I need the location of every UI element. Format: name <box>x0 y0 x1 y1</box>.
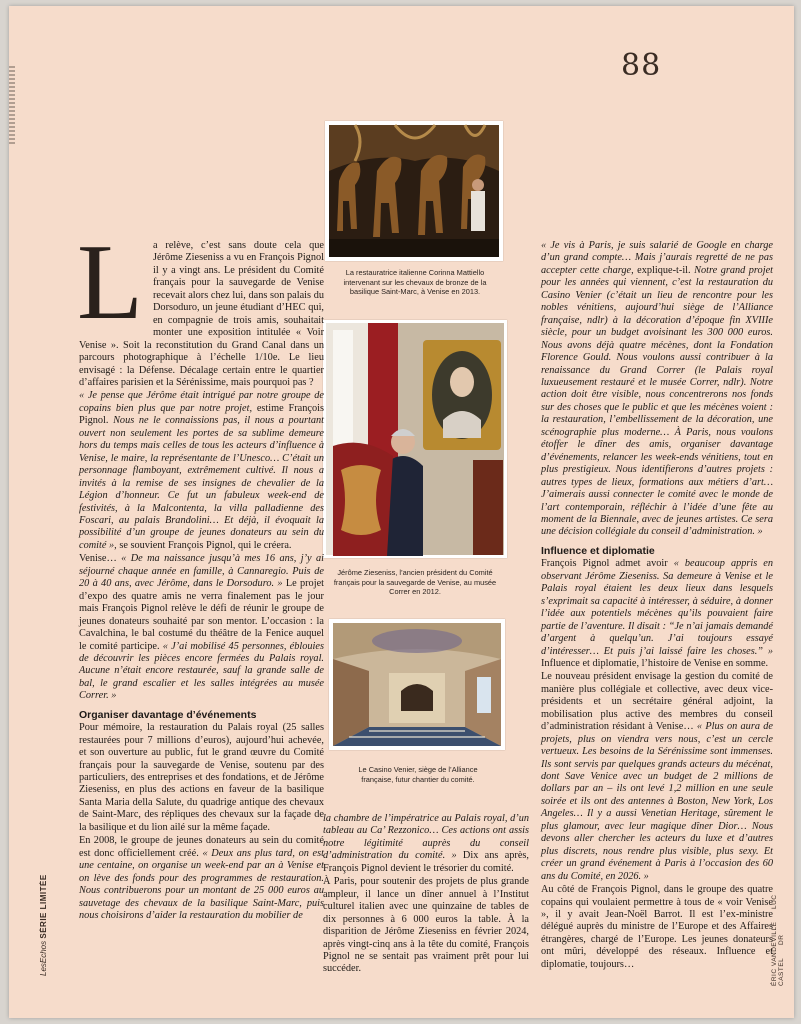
magazine-page <box>9 6 794 1018</box>
caption-casino-venier: Le Casino Venier, siège de l’Alliance française, futur chantier du comité. <box>358 765 478 784</box>
casino-venier-image <box>329 619 505 750</box>
zieseniss-portrait-image <box>323 320 507 558</box>
paragraph <box>77 223 324 389</box>
photo-casino-venier <box>329 619 505 750</box>
credit: DR <box>778 935 785 946</box>
column-1 <box>77 223 325 923</box>
page-edge-bleed <box>9 66 15 146</box>
subheading: Organiser davantage d’événements <box>79 708 257 721</box>
photo-credits <box>771 866 785 986</box>
column-2 <box>323 813 529 977</box>
paragraph: Pour mémoire, la restauration du Palais royal (25 salles restaurées pour 7 millions d’euros), aujourd’hui achevée, et son ouverture au public, fut le grand œuvre du Comité français pour la sauvegarde de Venise, soutenu par des particuliers, des entreprises et des fondations, et de Jérôme Zieseniss, en plus des actions en faveur de la basilique Santa Maria della Salute, du quadrige antique des chevaux de Saint-Marc, des répliques des chevaux sur la façade de la basilique et du lion ailé sur la même façade. <box>79 722 324 833</box>
paragraph: Le nouveau président envisage la gestion du comité de manière plus collégiale et collective, avec deux vice-présidents et un secrétaire général adjoint, la mobilisation plus active des membres du conseil d’administration résidant à Venise… « Plus on aura de projets, plus on viendra vers nous, c’est un cercle vertueux. Les besoins de la Sérénissime sont immenses. Ils sont servis par quelques grands acteurs du mécénat, dont Save Venice avec un budget de 2 millions de dollars par an – ils ont levé 1,2 million en une seule soirée et ils ont des antennes à Boston, New York, Los Angeles… Il y a aussi Venetian Heritage, sûrement le plus glamour, avec leur magique dîner Dior… Nous devons aller chercher les acteurs du luxe et d’autres plus discrets, nous rendre plus visible, plus sexy. Et créer un grand événement à Paris à l’occasion des 60 ans du Comité, en 2026. » <box>541 671 773 882</box>
paragraph: « Je vis à Paris, je suis salarié de Google en charge d’un grand compte… Mais j’aurais regretté de ne pas accepter cette charge, explique-t-il. Notre grand projet pour les années qui viennent, c’est la restauration du Casino Venier (c’était un lieu de rencontre pour les nobles vénitiens, aujourd’hui siège de l’Alliance française, ndlr) à la décoration d’époque fin XVIIIe siècle, pour un budget avoisinant les 300 000 euros. Nous avons déjà quatre mécènes, dont la Fondation Florence Gould. Nous voulons aussi contribuer à la renaissance du Grand Correr (le Palais royal luxueusement restauré et le musée Correr, ndlr). Notre action doit être visible, nous concentrerons nos fonds sur des choses que le public et que les mécènes voient : la restauration, l’embellissement de la décoration, une scénographie plus moderne… À Paris, nous voulons étoffer le dîner des amis, organiser davantage d’événements, relancer les week-ends vénitiens, tout en plus prestigieux. Nous identifierons d’autres projets : autres types de lieux, formations aux métiers d’art… J’aimerais aussi connecter le comité avec le monde de l’art contemporain, réfléchir à l’idée d’une fête au moment de la Biennale, avec de jeunes artistes. Ce sera une décision collégiale du conseil d’administration. » <box>541 240 773 538</box>
paragraph: François Pignol admet avoir « beaucoup appris en observant Jérôme Zieseniss. Sa demeure à Venise et le Palais royal étaient les deux lieux dans lesquels s’exprimait sa capacité à intéresser, à séduire, à donner l’idée aux potentiels mécènes qu’ils pouvaient faire partie de l’aventure. Il disait : “Je n’ai jamais demandé d’argent à quelqu’un. J’ai toujours essayé d’intéresser… Et puis j’ai laissé faire les choses.” » Influence et diplomatie, l’histoire de Venise en somme. <box>541 558 773 669</box>
caption-zieseniss: Jérôme Zieseniss, l’ancien président du Comité français pour la sauvegarde de Venise, au musée Correr en 2012. <box>333 568 497 596</box>
bronze-horses-image <box>325 121 503 261</box>
paragraph: À Paris, pour soutenir des projets de plus grande ampleur, il lance un dîner annuel à l’Institut culturel italien avec une quinzaine de tables de dix personnes à 6 000 euros la table. À la disparition de Jérôme Zieseniss en février 2024, après vingt-cinq ans à la tête du comité, François Pignol ne se sentait pas vraiment prêt pour lui succéder. <box>323 876 529 975</box>
page-number: 88 <box>621 48 662 83</box>
paragraph: Venise… « De ma naissance jusqu’à mes 16 ans, j’y ai séjourné chaque année en famille, à Cannaregio. Puis de 20 à 40 ans, avec Jérôme, dans le Dorsoduro. » Le projet d’expo des quatre amis ne verra finalement pas le jour mais François Pignol relève le défi de réunir le groupe de jeunes donateurs souhaité par son mentor. L’occasion : la Cavalchina, le bal costumé du théâtre de la Fenice auquel le comité participe. « J’ai mobilisé 45 personnes, éblouies de découvrir les pièces encore fermées du Palais royal. Aucune n’était encore restaurée, sauf la grande salle de bal, le grand escalier et les salles intégrées au musée Correr. » <box>79 553 325 702</box>
credit: ÉRIC VANDEVILLE <box>771 921 778 986</box>
publication-name: LesEchos <box>39 940 48 976</box>
paragraph: « Je pense que Jérôme était intrigué par notre groupe de copains bien plus que par notre projet, estime François Pignol. Nous ne le connaissions pas, il nous a pourtant ouvert non seulement les portes de sa sublime demeure hors du temps mais celles de tous les acteurs d’influence à Venise, le maire, la représentante de l’Unesco… C’était un personnage flamboyant, extrêmement cultivé. Il nous a invités à la remise de ses insignes de chevalier de la Légion d’honneur. Ce fut un fabuleux week-end de festivités, à la Malcontenta, la villa palladienne des Foscari, au palais Brandolini… Et déjà, il évoquait la possibilité d’un groupe de jeunes donateurs au sein du comité », se souvient François Pignol, qui le créera. <box>79 390 324 551</box>
photo-zieseniss-portrait <box>323 320 507 558</box>
publication-footer <box>39 866 53 976</box>
column-3 <box>541 240 773 972</box>
photo-bronze-horses <box>325 121 503 261</box>
paragraph-text: a relève, c’est sans doute cela que Jérôme Zieseniss a vu en François Pignol il y a vingt ans. Le président du Comité français pour la sauvegarde de Venise recevait alors chez lui, dans son palais du Dorsoduro, un jeune étudiant d’HEC qui, en compagnie de trois amis, souhaitait monter une exposition intitulée « Voir Venise ». Soit la reconstitution du Grand Canal dans un parcours photographique à l’échelle 1/10e. Le lieu envisagé : la Défense. Décalage certain entre le quartier d’affaires parisien et la Sérénissime, mais pourquoi pas ? <box>79 240 324 388</box>
credit: LUC CASTEL <box>771 894 785 986</box>
paragraph: En 2008, le groupe de jeunes donateurs au sein du comité est donc officiellement créé. « Deux ans plus tard, on est une centaine, on organise un week-end par an à Venise et on lève des fonds pour des programmes de restauration. Nous contribuerons pour un montant de 25 000 euros au sauvetage des chevaux de la basilique Saint-Marc, puis nous choisirons d’aider la restauration du mobilier de <box>79 835 324 922</box>
caption-bronze-horses: La restauratrice italienne Corinna Mattiello intervenant sur les chevaux de bronze de la basilique Saint-Marc, à Venise en 2013. <box>343 268 487 296</box>
dropcap: L <box>77 223 143 342</box>
paragraph: la chambre de l’impératrice au Palais royal, d’un tableau au Ca’ Rezzonico… Ces actions ont assis notre légitimité auprès du conseil d’administration du comité. » Dix ans après, François Pignol devient le trésorier du comité. <box>323 813 529 874</box>
subheading: Influence et diplomatie <box>541 544 655 557</box>
publication-series: SÉRIE LIMITÉE <box>39 874 48 939</box>
paragraph: Au côté de François Pignol, dans le groupe des quatre copains qui voulaient permettre à tous de « voir Venise », il y avait Jean-Noël Barrot. Il est l’ex-ministre délégué auprès du ministre de l’Europe et des Affaires étrangères, chargé de l’Europe. Les jeunes donateurs ont mûri, développé des réseaux. Influence et diplomatie, toujours… <box>541 884 773 970</box>
